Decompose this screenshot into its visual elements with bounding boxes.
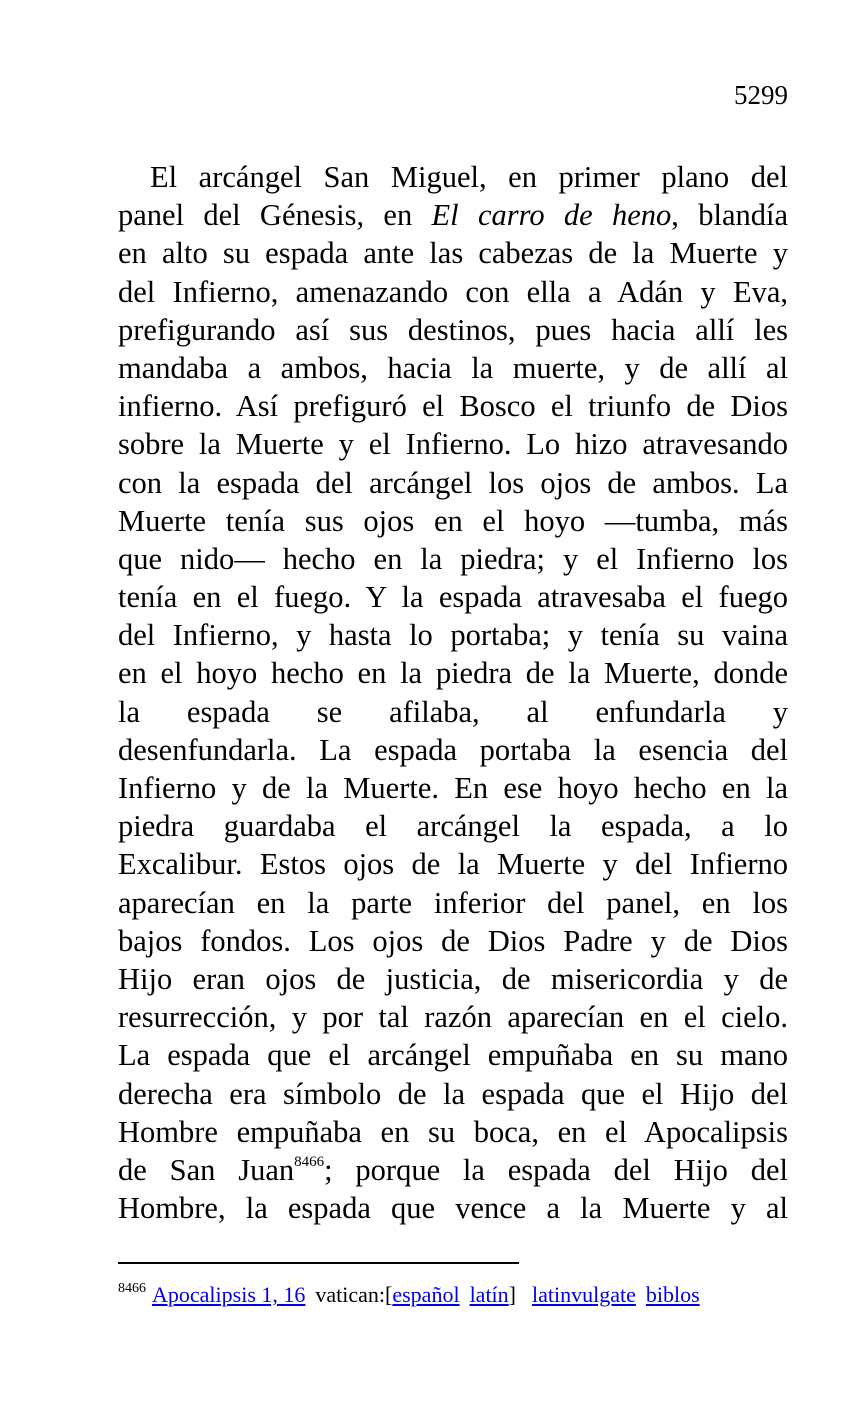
- text-line: infierno. Así prefiguró el Bosco el triunfo de Dios: [118, 389, 788, 424]
- text-line: que nido— hecho en la piedra; y el Infierno los: [118, 541, 788, 576]
- text-line: en el hoyo hecho en la piedra de la Muerte, donde: [118, 656, 788, 691]
- link-espanol[interactable]: español: [392, 1282, 460, 1307]
- italic-title: El carro de heno: [431, 198, 672, 233]
- vatican-label: vatican:[: [315, 1282, 393, 1307]
- text-line: prefigurando así sus destinos, pues hacia allí les: [118, 312, 788, 347]
- text-line: Hombre, la espada que vence a la Muerte y al: [118, 1191, 788, 1226]
- text-line: derecha era símbolo de la espada que el Hijo del: [118, 1076, 788, 1111]
- footnote: [118, 1280, 788, 1310]
- text-line: la espada se afilaba, al enfundarla y: [118, 694, 788, 729]
- body-paragraph: [118, 158, 788, 1227]
- footnote-separator: [118, 1262, 519, 1264]
- text-line: Hombre empuñaba en su boca, en el Apocalipsis: [118, 1114, 788, 1149]
- text-line: en alto su espada ante las cabezas de la Muerte y: [118, 236, 788, 271]
- text-line: aparecían en la parte inferior del panel, en los: [118, 885, 788, 920]
- page-number: 5299: [734, 80, 788, 110]
- footnote-number: 8466: [118, 1281, 146, 1296]
- link-latinvulgate[interactable]: latinvulgate: [532, 1282, 636, 1307]
- text-line: tenía en el fuego. Y la espada atravesaba el fuego: [118, 580, 788, 615]
- text-fragment: panel del Génesis, en: [118, 198, 432, 233]
- text-line: sobre la Muerte y el Infierno. Lo hizo atravesando: [118, 427, 788, 462]
- text-line: resurrección, y por tal razón aparecían en el cielo.: [118, 1000, 788, 1035]
- text-line: Hijo eran ojos de justicia, de misericordia y de: [118, 961, 788, 996]
- text-line: Infierno y de la Muerte. En ese hoyo hecho en la: [118, 771, 788, 805]
- bracket-close: ]: [508, 1282, 516, 1307]
- text-line: mandaba a ambos, hacia la muerte, y de allí al: [118, 350, 788, 385]
- text-line: bajos fondos. Los ojos de Dios Padre y de Dios: [118, 923, 788, 958]
- text-fragment: , blandía: [671, 198, 788, 233]
- text-line: Muerte tenía sus ojos en el hoyo —tumba, más: [118, 503, 788, 538]
- text-line: desenfundarla. La espada portaba la esencia del: [118, 732, 788, 767]
- text-fragment: de San Juan: [118, 1152, 295, 1187]
- text-line: Excalibur. Estos ojos de la Muerte y del Infierno: [118, 847, 788, 882]
- link-latin[interactable]: latín: [469, 1282, 509, 1307]
- text-line: del Infierno, y hasta lo portaba; y tenía su vaina: [118, 618, 788, 653]
- text-fragment: ; porque la espada del Hijo del: [324, 1152, 788, 1187]
- text-line: con la espada del arcángel los ojos de ambos. La: [118, 465, 788, 500]
- text-line: [118, 196, 788, 234]
- text-line: [118, 1151, 788, 1189]
- text-line: La espada que el arcángel empuñaba en su mano: [118, 1038, 788, 1073]
- text-line: El arcángel San Miguel, en primer plano del: [150, 160, 788, 194]
- text-line: del Infierno, amenazando con ella a Adán y Eva,: [118, 274, 788, 309]
- footnote-reference[interactable]: 8466: [294, 1153, 325, 1170]
- link-biblos[interactable]: biblos: [645, 1282, 700, 1307]
- text-line: piedra guardaba el arcángel la espada, a lo: [118, 809, 788, 844]
- link-apocalipsis[interactable]: Apocalipsis 1, 16: [152, 1282, 306, 1307]
